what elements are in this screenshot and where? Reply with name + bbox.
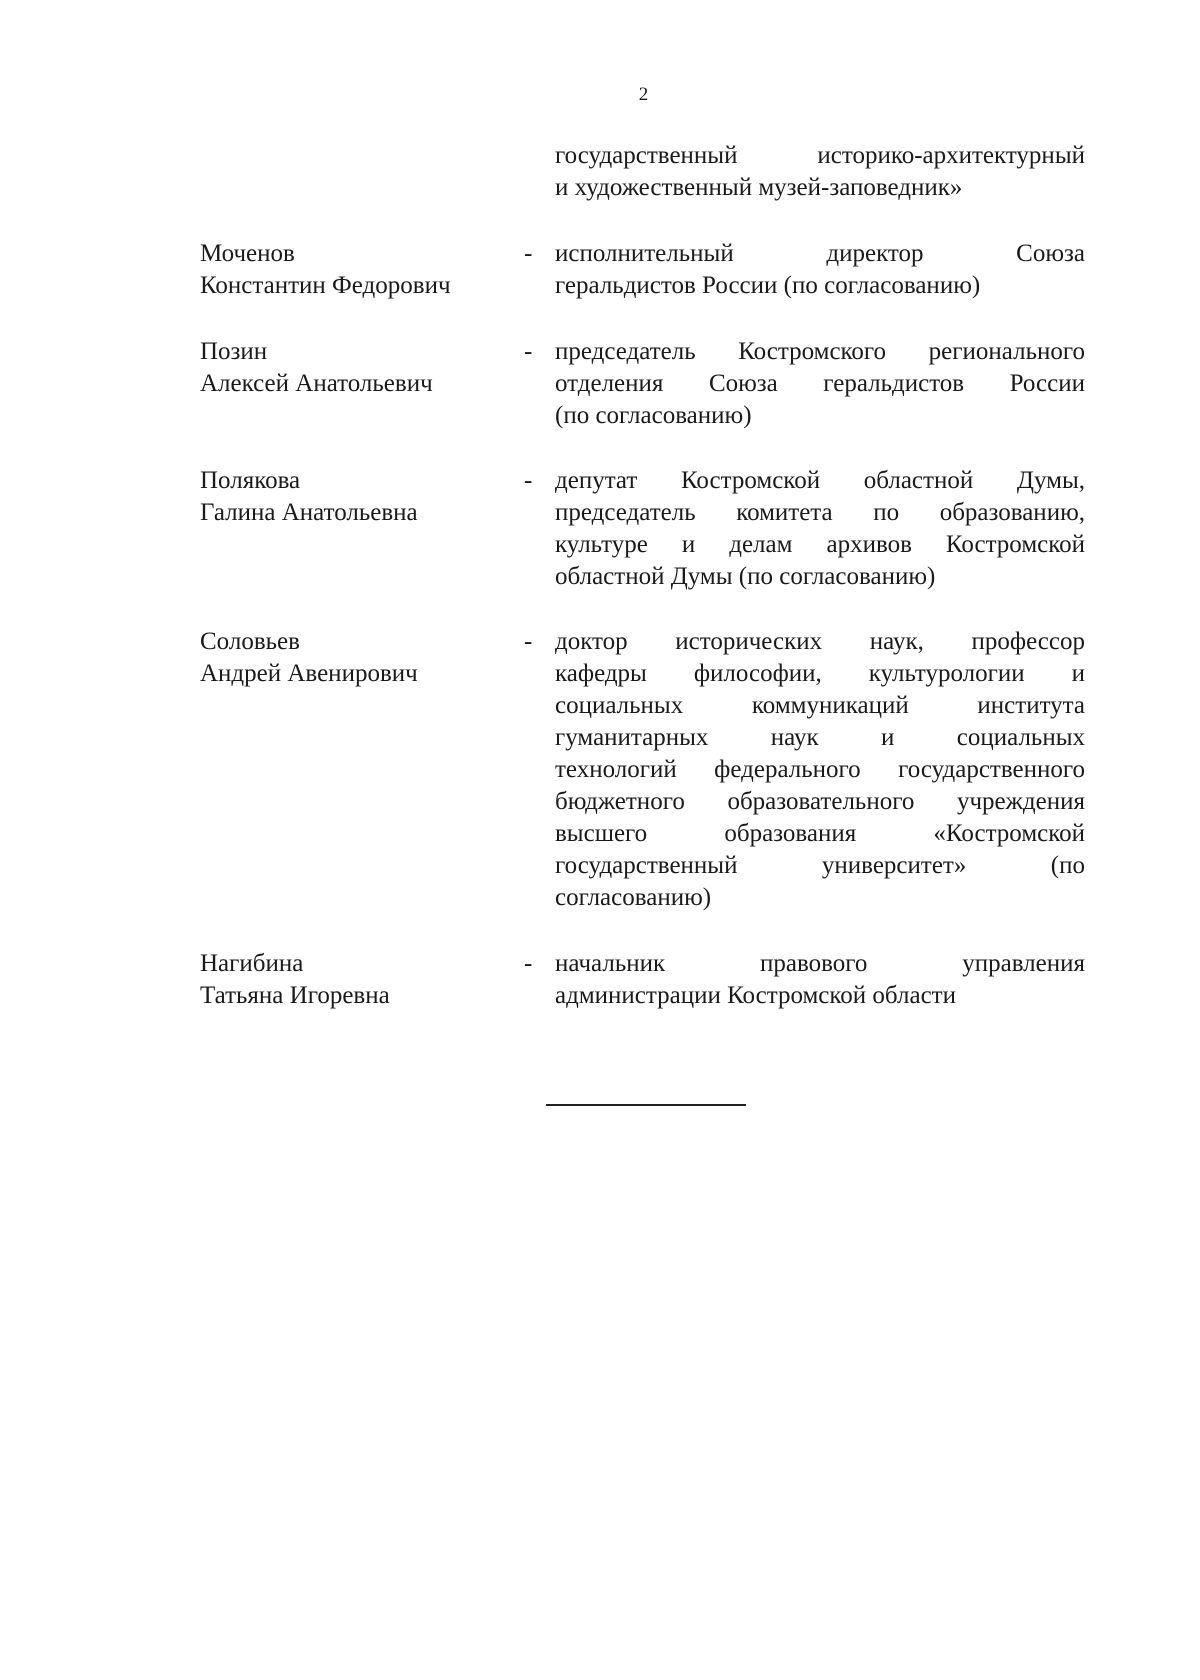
member-given-name: Алексей Анатольевич [200, 370, 433, 397]
member-surname: Полякова [200, 467, 301, 494]
page-number: 2 [638, 84, 649, 105]
member-surname: Позин [200, 338, 268, 365]
position-line: кафедры философии, культурологии и [555, 660, 1085, 687]
member-name [200, 948, 500, 1012]
dash-separator: - [524, 240, 533, 267]
dash-separator: - [524, 950, 533, 977]
position-line: администрации Костромской области [555, 982, 956, 1009]
position-line: исполнительный директор Союза [555, 240, 1085, 267]
position-line: областной Думы (по согласованию) [555, 563, 936, 590]
member-position [555, 465, 1085, 593]
member-name [200, 336, 500, 400]
member-given-name: Константин Федорович [200, 272, 451, 299]
continued-position-text [555, 140, 1085, 204]
member-given-name: Татьяна Игоревна [200, 982, 390, 1009]
dash-separator: - [524, 338, 533, 365]
member-given-name: Андрей Авенирович [200, 660, 418, 687]
dash-separator: - [524, 467, 533, 494]
member-name [200, 626, 500, 690]
position-line: геральдистов России (по согласованию) [555, 272, 981, 299]
member-position [555, 238, 1085, 302]
position-line: председатель Костромского регионального [555, 338, 1085, 365]
member-position [555, 336, 1085, 432]
position-line: депутат Костромской областной Думы, [555, 467, 1085, 494]
position-line: технологий федерального государственного [555, 756, 1085, 783]
text-line: и художественный музей-заповедник» [555, 174, 963, 201]
position-line: культуре и делам архивов Костромской [555, 531, 1085, 558]
position-line: отделения Союза геральдистов России [555, 370, 1085, 397]
member-given-name: Галина Анатольевна [200, 499, 418, 526]
dash-separator: - [524, 628, 533, 655]
text-line: государственный историко-архитектурный [555, 142, 1085, 169]
member-surname: Соловьев [200, 628, 300, 655]
position-line: высшего образования «Костромской [555, 820, 1085, 847]
member-surname: Моченов [200, 240, 295, 267]
member-surname: Нагибина [200, 950, 304, 977]
position-line: (по согласованию) [555, 402, 752, 429]
position-line: государственный университет» (по [555, 852, 1085, 879]
position-line: бюджетного образовательного учреждения [555, 788, 1085, 815]
member-name [200, 465, 500, 529]
position-line: согласованию) [555, 884, 712, 911]
member-position [555, 626, 1085, 914]
position-line: гуманитарных наук и социальных [555, 724, 1085, 751]
member-position [555, 948, 1085, 1012]
position-line: доктор исторических наук, профессор [555, 628, 1085, 655]
position-line: председатель комитета по образованию, [555, 499, 1085, 526]
position-line: социальных коммуникаций института [555, 692, 1085, 719]
closing-rule [546, 1104, 746, 1106]
position-line: начальник правового управления [555, 950, 1085, 977]
member-name [200, 238, 500, 302]
